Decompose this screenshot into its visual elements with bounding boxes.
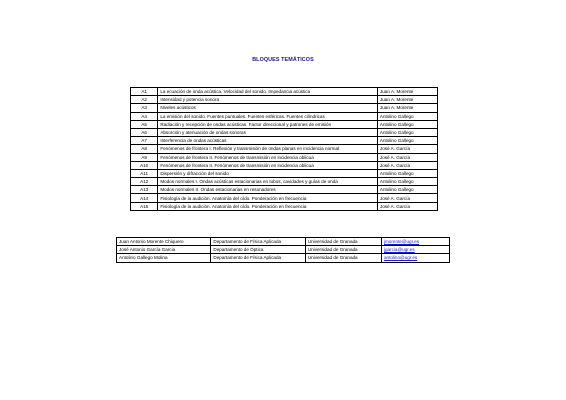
topic-code: A10 — [131, 161, 158, 169]
topic-author: Antolino Gallego — [377, 169, 437, 177]
table-row — [131, 120, 438, 128]
topic-author: José A. García — [377, 145, 437, 153]
topic-author: José A. García — [377, 161, 437, 169]
topic-description: Intensidad y potencia sonora — [158, 96, 378, 104]
topic-author: Antolino Gallego — [377, 120, 437, 128]
topic-author: Juan A. Morente — [377, 96, 437, 104]
topic-code: A1 — [131, 88, 158, 96]
topic-author: Antolino Gallego — [377, 137, 437, 145]
topic-description: Fenómenos de frontera II. Fenómenos de transmisión en incidencia oblicua — [158, 161, 378, 169]
topic-description: Interferencia de ondas acústicas — [158, 137, 378, 145]
table-row — [131, 178, 438, 186]
topic-code: A5 — [131, 120, 158, 128]
contact-email-link[interactable]: jmorente@ugr.es — [383, 239, 420, 245]
topic-author: José A. García — [377, 194, 437, 202]
topic-code: A8 — [131, 145, 158, 153]
contact-department: Departamento de Física Aplicada — [211, 254, 305, 262]
contact-department: Departamento de Óptica — [211, 246, 305, 254]
contact-email-cell — [381, 246, 449, 254]
topic-description: Modos normales I. Ondas acústicas estacionarias en tubos, cavidades y guías de onda — [158, 178, 378, 186]
topic-description: Absorción y atenuación de ondas sonoras — [158, 128, 378, 136]
contact-department: Departamento de Física Aplicada — [211, 238, 305, 246]
table-row — [131, 112, 438, 120]
contact-name: Antolino Gallego Molina — [117, 254, 211, 262]
topic-code: A4 — [131, 112, 158, 120]
table-row — [131, 137, 438, 145]
topic-code: A14 — [131, 194, 158, 202]
topic-description: Niveles acústicos — [158, 104, 378, 112]
topic-code: A13 — [131, 186, 158, 194]
contact-university: Universidad de Granada — [305, 254, 381, 262]
topic-author: Juan A. Morente — [377, 88, 437, 96]
topic-author: José A. García — [377, 153, 437, 161]
topic-code: A12 — [131, 178, 158, 186]
contact-university: Universidad de Granada — [305, 238, 381, 246]
topic-author: Antolino Gallego — [377, 112, 437, 120]
topic-description: Fenómenos de frontera II. Fenómenos de transmisión en incidencia oblicua — [158, 153, 378, 161]
topic-author: José A. García — [377, 202, 437, 210]
topic-code: A7 — [131, 137, 158, 145]
page-title: BLOQUES TEMÁTICOS — [252, 57, 314, 63]
topic-description: Fisiología de la audición. Anatomía del oído. Ponderación en frecuencia — [158, 194, 378, 202]
contact-name: José Antonio García Garcia — [117, 246, 211, 254]
contact-email-link[interactable]: jgarcia@ugr.es — [383, 247, 415, 253]
topic-description: Fisiología de la audición. Anatomía del oído. Ponderación en frecuencia — [158, 202, 378, 210]
topic-description: La emisión del sonido. Fuentes puntuales. Fuentes esféricas. Fuentes cilíndricas — [158, 112, 378, 120]
topic-code: A3 — [131, 104, 158, 112]
table-row — [131, 145, 438, 153]
topic-description: Fenómenos de frontera I. Reflexión y transmisión de ondas planas en incidencia normal — [158, 145, 378, 153]
table-row — [117, 246, 450, 254]
table-row — [131, 169, 438, 177]
topic-description: Radiación y recepción de ondas acústicas. Factor direccional y patrones de emisión — [158, 120, 378, 128]
topic-author: Juan A. Morente — [377, 104, 437, 112]
table-row — [131, 194, 438, 202]
table-row — [131, 161, 438, 169]
topic-code: A9 — [131, 153, 158, 161]
topic-author: Antolino Gallego — [377, 128, 437, 136]
contact-name: Juan Antonio Morente Chiquero — [117, 238, 211, 246]
topic-author: Antolino Gallego — [377, 178, 437, 186]
topic-description: La ecuación de onda acústica. Velocidad del sonido. Impedancia acústica — [158, 88, 378, 96]
contact-email-link[interactable]: antolino@ugr.es — [383, 255, 418, 261]
topic-code: A2 — [131, 96, 158, 104]
table-row — [131, 128, 438, 136]
table-row — [131, 96, 438, 104]
topic-code: A15 — [131, 202, 158, 210]
contact-email-cell — [381, 254, 449, 262]
contacts-table — [116, 237, 450, 263]
table-row — [117, 254, 450, 262]
table-row — [131, 153, 438, 161]
table-row — [131, 202, 438, 210]
topic-code: A11 — [131, 169, 158, 177]
contact-email-cell — [381, 238, 449, 246]
topic-description: Dispersión y difracción del sonido — [158, 169, 378, 177]
table-row — [131, 88, 438, 96]
topic-code: A6 — [131, 128, 158, 136]
table-row — [131, 104, 438, 112]
contact-university: Universidad de Granada — [305, 246, 381, 254]
topics-table — [130, 87, 438, 211]
table-row — [117, 238, 450, 246]
table-row — [131, 186, 438, 194]
topic-description: Modos normales II. Ondas estacionarias en resonadores — [158, 186, 378, 194]
topic-author: Antolino Gallego — [377, 186, 437, 194]
